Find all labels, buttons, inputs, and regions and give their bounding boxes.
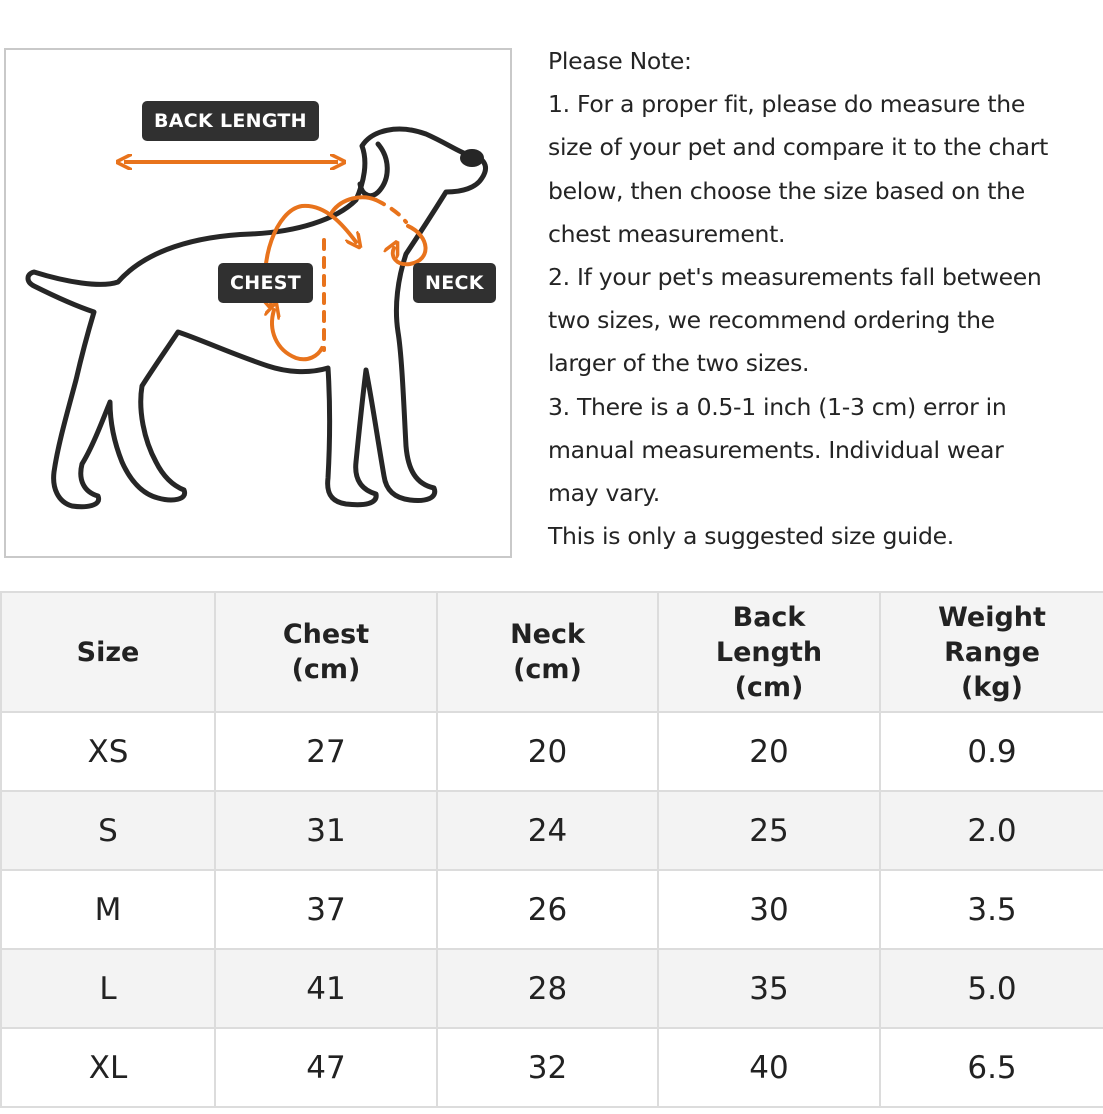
cell-neck: 32 — [437, 1028, 658, 1107]
cell-neck: 28 — [437, 949, 658, 1028]
header-back-length: Back Length (cm) — [658, 592, 880, 712]
table-row — [1, 712, 1103, 791]
cell-back-length: 25 — [658, 791, 880, 870]
cell-size: S — [1, 791, 215, 870]
back-length-label: BACK LENGTH — [142, 101, 319, 141]
measurement-diagram — [4, 48, 512, 558]
size-chart-table — [0, 591, 1103, 1108]
cell-weight: 2.0 — [880, 791, 1103, 870]
cell-chest: 47 — [215, 1028, 437, 1107]
cell-weight: 6.5 — [880, 1028, 1103, 1107]
dog-nose — [460, 149, 484, 167]
notes-line: size of your pet and compare it to the chart — [548, 133, 1048, 162]
cell-size: L — [1, 949, 215, 1028]
chest-label: CHEST — [218, 263, 313, 303]
cell-chest: 41 — [215, 949, 437, 1028]
cell-back-length: 20 — [658, 712, 880, 791]
neck-label: NECK — [413, 263, 496, 303]
cell-back-length: 40 — [658, 1028, 880, 1107]
dog-silhouette — [28, 129, 485, 507]
cell-chest: 31 — [215, 791, 437, 870]
table-row — [1, 870, 1103, 949]
cell-back-length: 30 — [658, 870, 880, 949]
notes-line: larger of the two sizes. — [548, 349, 810, 378]
cell-neck: 20 — [437, 712, 658, 791]
size-guide-notes — [548, 40, 1100, 558]
header-size: Size — [1, 592, 215, 712]
cell-chest: 37 — [215, 870, 437, 949]
notes-line: This is only a suggested size guide. — [548, 522, 954, 551]
header-chest: Chest (cm) — [215, 592, 437, 712]
table-row — [1, 949, 1103, 1028]
cell-neck: 26 — [437, 870, 658, 949]
cell-size: XS — [1, 712, 215, 791]
cell-size: XL — [1, 1028, 215, 1107]
header-weight-range: Weight Range (kg) — [880, 592, 1103, 712]
cell-chest: 27 — [215, 712, 437, 791]
cell-weight: 0.9 — [880, 712, 1103, 791]
notes-line: manual measurements. Individual wear — [548, 435, 1004, 464]
cell-weight: 3.5 — [880, 870, 1103, 949]
table-row — [1, 1028, 1103, 1107]
notes-heading: Please Note: — [548, 47, 692, 75]
cell-back-length: 35 — [658, 949, 880, 1028]
table-header-row — [1, 592, 1103, 712]
notes-line: two sizes, we recommend ordering the — [548, 306, 995, 335]
cell-neck: 24 — [437, 791, 658, 870]
notes-line: below, then choose the size based on the — [548, 176, 1025, 205]
cell-size: M — [1, 870, 215, 949]
cell-weight: 5.0 — [880, 949, 1103, 1028]
notes-line: may vary. — [548, 479, 660, 508]
notes-line: 3. There is a 0.5-1 inch (1-3 cm) error in — [548, 392, 1007, 421]
notes-line: 2. If your pet's measurements fall between — [548, 263, 1042, 292]
header-neck: Neck (cm) — [437, 592, 658, 712]
notes-line: chest measurement. — [548, 219, 786, 248]
table-row — [1, 791, 1103, 870]
notes-line: 1. For a proper fit, please do measure the — [548, 90, 1026, 119]
